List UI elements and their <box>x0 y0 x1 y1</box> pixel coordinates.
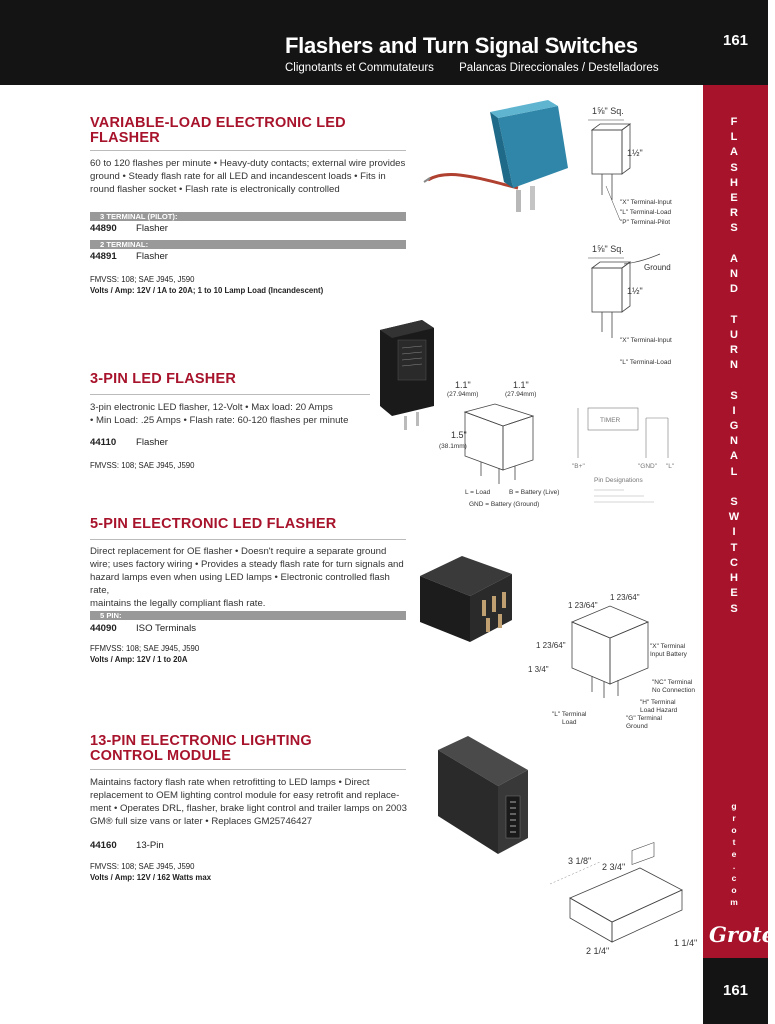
terminal-band: 5 PIN: <box>90 611 406 620</box>
dim-depth: 2 1/4" <box>586 946 610 956</box>
dim-depth: 1.1" <box>513 380 529 390</box>
dim-height: 1.5" <box>451 430 467 440</box>
label-nc-terminal: "NC" Terminal No Connection <box>652 679 695 694</box>
product-description <box>90 776 408 828</box>
product-title-variable-load <box>90 116 346 146</box>
diagram-13-pin <box>540 850 700 960</box>
label-g-terminal: "G" Terminal Ground <box>626 715 662 730</box>
subtitle-spanish: Palancas Direccionales / Destelladores <box>459 62 659 74</box>
label-pin-b: "B+" <box>572 463 585 470</box>
part-description: 13-Pin <box>136 840 164 851</box>
desc-line: 3-pin electronic LED flasher, 12-Volt • Max load: 20 Amps <box>90 402 333 413</box>
vertical-letter: E <box>730 587 738 600</box>
svg-text:1½": 1½" <box>627 148 643 158</box>
product-photo-5-pin-flasher <box>412 546 532 646</box>
spec-line: FMVSS: 108; SAE J945, J590 <box>90 275 195 284</box>
vertical-letter: G <box>729 420 739 433</box>
part-number: 44160 <box>90 840 117 851</box>
desc-line: ment • Operates DRL, flasher, brake light control and trailer lamps on 2003 <box>90 803 407 814</box>
part-number: 44890 <box>90 223 117 234</box>
vertical-letter: R <box>730 207 738 220</box>
part-row <box>90 840 164 851</box>
page-subtitle <box>285 62 681 74</box>
product-photo-13-pin-module <box>428 730 558 860</box>
product-description <box>90 157 408 196</box>
vertical-letter: U <box>730 328 738 341</box>
label-x-terminal: "X" Terminal Input Battery <box>650 643 687 658</box>
vertical-letter: H <box>730 176 738 189</box>
part-row <box>90 223 168 234</box>
divider <box>90 150 406 151</box>
title-line: FLASHER <box>90 130 160 146</box>
grote-logo: Grote <box>709 922 775 947</box>
dim-width: 2 3/4" <box>602 862 626 872</box>
spec-line: FMVSS: 108; SAE J945, J590 <box>90 461 195 470</box>
vertical-section-title <box>722 115 746 615</box>
label-l-terminal: "L" Terminal-Load <box>620 209 672 216</box>
dim-height-mm: (38.1mm) <box>439 443 467 450</box>
svg-text:1 3/4": 1 3/4" <box>528 665 549 674</box>
diagram-3-terminal <box>580 100 700 232</box>
vertical-letter: L <box>730 131 738 144</box>
vertical-letter: N <box>730 435 738 448</box>
part-number: 44110 <box>90 437 117 448</box>
vertical-letter: R <box>730 344 738 357</box>
vertical-letter: S <box>730 222 738 235</box>
product-title-5-pin: 5-PIN ELECTRONIC LED FLASHER <box>90 516 337 532</box>
page-header <box>0 0 703 85</box>
vertical-letter: I <box>732 404 736 417</box>
part-description: ISO Terminals <box>136 623 197 634</box>
divider <box>90 394 370 395</box>
label-x-terminal: "X" Terminal-Input <box>620 337 672 344</box>
page-title: Flashers and Turn Signal Switches <box>285 33 638 58</box>
title-line: VARIABLE-LOAD ELECTRONIC LED <box>90 115 346 131</box>
divider <box>90 769 406 770</box>
part-description: Flasher <box>136 437 168 448</box>
desc-line: Direct replacement for OE flasher • Doesn't require a separate ground <box>90 546 387 557</box>
part-number: 44090 <box>90 623 117 634</box>
vertical-letter: E <box>730 192 738 205</box>
desc-line: GM® full size vans or later • Replaces GM25746427 <box>90 816 313 827</box>
dim-square: 1⅝" Sq. <box>592 106 624 116</box>
label-load: L = Load <box>465 489 491 496</box>
diagram-2-terminal <box>580 238 700 370</box>
part-number: 44891 <box>90 251 117 262</box>
dim-length: 3 1/8" <box>568 856 592 866</box>
spec-line: Volts / Amp: 12V / 162 Watts max <box>90 872 212 882</box>
part-description: Flasher <box>136 251 168 262</box>
label-l-terminal: "L" Terminal Load <box>552 711 587 726</box>
product-description <box>90 401 408 427</box>
part-row <box>90 437 168 448</box>
subtitle-french: Clignotants et Commutateurs <box>285 62 434 74</box>
vertical-letter: H <box>730 572 738 585</box>
label-battery-ground: GND = Battery (Ground) <box>469 501 540 508</box>
vertical-letter <box>722 237 746 252</box>
vertical-letter: T <box>730 541 738 554</box>
desc-line: replacement to OEM lighting control module for easy retrofit and replace- <box>90 790 400 801</box>
vertical-letter: T <box>730 313 738 326</box>
dim-height: 1 1/4" <box>674 938 698 948</box>
diagram-5-pin <box>520 588 700 738</box>
part-row <box>90 623 196 634</box>
svg-text:1⅝" Sq.: 1⅝" Sq. <box>592 244 624 254</box>
label-ground: Ground <box>644 263 671 272</box>
svg-text:1 23/64": 1 23/64" <box>536 641 566 650</box>
label-l-terminal: "L" Terminal-Load <box>620 359 672 366</box>
spec-line: Volts / Amp: 12V / 1 to 20A <box>90 654 188 664</box>
vertical-letter: m <box>730 897 738 907</box>
label-timer: TIMER <box>600 417 621 424</box>
product-description <box>90 545 408 610</box>
desc-line: • Min Load: .25 Amps • Flash rate: 60-120 flashes per minute <box>90 415 349 426</box>
label-x-terminal: "X" Terminal-Input <box>620 199 672 206</box>
vertical-letter: F <box>730 116 738 128</box>
vertical-letter <box>722 373 746 388</box>
product-title-13-pin <box>90 734 312 764</box>
vertical-letter: g <box>731 801 737 811</box>
product-title-3-pin: 3-PIN LED FLASHER <box>90 371 236 387</box>
title-line: CONTROL MODULE <box>90 748 232 764</box>
diagram-3-pin-schematic <box>568 398 703 510</box>
label-pin-l: "L" <box>666 463 675 470</box>
dim-width: 1.1" <box>455 380 471 390</box>
vertical-letter: r <box>732 813 736 823</box>
label-p-terminal: "P" Terminal-Pilot <box>620 219 671 226</box>
vertical-letter: o <box>731 885 737 895</box>
vertical-letter: A <box>730 252 738 265</box>
divider <box>90 539 406 540</box>
spec-line: Volts / Amp: 12V / 1A to 20A; 1 to 10 Lamp Load (Incandescent) <box>90 285 324 295</box>
desc-line: ground • Steady flash rate for all LED and incandescent loads • Fits in <box>90 171 386 182</box>
vertical-letter: A <box>730 450 738 463</box>
product-specs <box>90 461 194 472</box>
part-row <box>90 251 168 262</box>
svg-text:1½": 1½" <box>627 286 643 296</box>
vertical-letter: N <box>730 359 738 372</box>
label-pin-gnd: "GND" <box>638 463 658 470</box>
vertical-letter <box>722 480 746 495</box>
desc-line: Maintains factory flash rate when retrofitting to LED lamps • Direct <box>90 777 370 788</box>
vertical-letter: t <box>732 837 736 847</box>
label-battery-live: B = Battery (Live) <box>509 489 560 496</box>
vertical-letter: D <box>730 283 738 296</box>
desc-line: round flasher socket • Flash rate is electronically controlled <box>90 184 340 195</box>
vertical-letter: S <box>730 602 738 615</box>
vertical-letter: S <box>730 496 738 509</box>
page-number-bottom: 161 <box>722 982 749 999</box>
vertical-letter: c <box>731 873 737 883</box>
spec-line: FFMVSS: 108; SAE J945, J590 <box>90 644 200 653</box>
part-description: Flasher <box>136 223 168 234</box>
desc-line: maintains the legally compliant flash rate. <box>90 598 266 609</box>
dim-width-mm: (27.94mm) <box>447 391 479 398</box>
title-line: 13-PIN ELECTRONIC LIGHTING <box>90 733 312 749</box>
vertical-letter: L <box>730 465 738 478</box>
vertical-letter <box>722 297 746 312</box>
vertical-letter: N <box>730 268 738 281</box>
page-number-top: 161 <box>722 32 749 49</box>
vertical-website <box>722 800 746 908</box>
product-specs <box>90 862 211 883</box>
vertical-letter: e <box>731 849 737 859</box>
vertical-letter: S <box>730 389 738 402</box>
diagram-3-pin-dimensions <box>435 376 575 511</box>
vertical-letter: o <box>731 825 737 835</box>
vertical-letter: A <box>730 146 738 159</box>
label-h-terminal: "H" Terminal Load Hazard <box>640 699 678 714</box>
vertical-letter: I <box>732 526 736 539</box>
vertical-letter: S <box>730 161 738 174</box>
svg-text:1 23/64": 1 23/64" <box>610 593 640 602</box>
desc-line: hazard lamps even when using LED lamps • Electronic controlled flash rate, <box>90 572 390 596</box>
product-photo-blue-flasher <box>418 98 578 233</box>
terminal-band: 3 TERMINAL (PILOT): <box>90 212 406 221</box>
spec-line: FMVSS: 108; SAE J945, J590 <box>90 862 195 871</box>
label-pin-designations: Pin Designations <box>594 477 643 484</box>
product-specs <box>90 275 323 296</box>
vertical-letter: . <box>732 861 736 871</box>
terminal-band: 2 TERMINAL: <box>90 240 406 249</box>
dim-depth-mm: (27.94mm) <box>505 391 537 398</box>
svg-text:1 23/64": 1 23/64" <box>568 601 598 610</box>
vertical-letter: W <box>728 511 740 524</box>
product-photo-3-pin-flasher <box>372 316 442 436</box>
desc-line: wire; uses factory wiring • Provides a steady flash rate for turn signals and <box>90 559 404 570</box>
vertical-letter: C <box>730 556 738 569</box>
desc-line: 60 to 120 flashes per minute • Heavy-duty contacts; external wire provides <box>90 158 406 169</box>
product-specs <box>90 644 199 665</box>
